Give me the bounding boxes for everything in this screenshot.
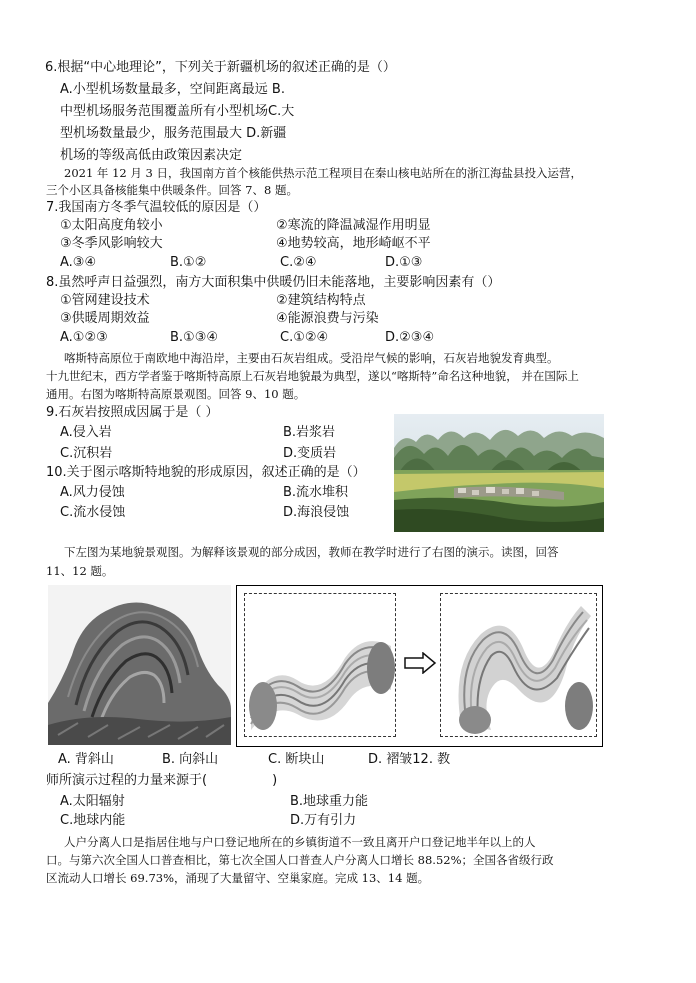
q6-stem: 6.根据“中心地理论”，下列关于新疆机场的叙述正确的是（） xyxy=(45,60,396,75)
q10-option-a: A.风力侵蚀 xyxy=(60,485,125,500)
q7-statement-2: ②寒流的降温减湿作用明显 xyxy=(276,218,431,233)
passage1-line-2: 三个小区具备核能集中供暖条件。回答 7、8 题。 xyxy=(46,183,298,197)
q8-option-d: D.②③④ xyxy=(385,330,435,345)
passage2-line-2: 十九世纪末，西方学者鉴于喀斯特高原上石灰岩地貌最为典型，遂以“喀斯特”命名这种地貌， 并在国际上 xyxy=(46,369,579,383)
q9-option-c: C.沉积岩 xyxy=(60,446,113,461)
q10-stem: 10.关于图示喀斯特地貌的形成原因，叙述正确的是（） xyxy=(46,465,366,480)
q7-option-a: A.③④ xyxy=(60,255,97,270)
q12-option-b: B.地球重力能 xyxy=(290,794,369,809)
passage4-line-2: 口。与第六次全国人口普查相比，第七次全国人口普查人户分离人口增长 88.52%；全国各省级行政 xyxy=(46,853,554,867)
passage2-line-1: 喀斯特高原位于南欧地中海沿岸，主要由石灰岩组成。受沿岸气候的影响，石灰岩地貌发育典型。 xyxy=(64,351,559,365)
q11-option-c: C. 断块山 xyxy=(268,752,325,767)
karst-landscape-photo xyxy=(394,414,604,532)
passage1-line-1: 2021 年 12 月 3 日，我国南方首个核能供热示范工程项目在秦山核电站所在的浙江海盐县投入运营， xyxy=(64,166,582,180)
q6-line-4: 机场的等级高低由政策因素决定 xyxy=(60,148,243,163)
q7-option-d: D.①③ xyxy=(385,255,423,270)
q9-option-b: B.岩浆岩 xyxy=(283,425,336,440)
rock-landform-photo xyxy=(48,585,231,745)
q8-option-b: B.①③④ xyxy=(170,330,219,345)
q8-statement-3: ③供暖周期效益 xyxy=(60,311,150,326)
passage3-line-2: 11、12 题。 xyxy=(46,564,114,578)
q12-stem: 师所演示过程的力量来源于( ) xyxy=(46,773,278,788)
q6-line-2: 中型机场服务范围覆盖所有小型机场C.大 xyxy=(60,104,295,119)
q7-statement-1: ①太阳高度角较小 xyxy=(60,218,163,233)
q10-option-b: B.流水堆积 xyxy=(283,485,349,500)
q6-line-3: 型机场数量最少，服务范围最大 D.新疆 xyxy=(60,126,287,141)
passage4-line-3: 区流动人口增长 69.73%，涌现了大量留守、空巢家庭。完成 13、14 题。 xyxy=(46,871,430,885)
demo-panel-after xyxy=(440,593,597,737)
q8-stem: 8.虽然呼声日益强烈，南方大面积集中供暖仍旧未能落地，主要影响因素有（） xyxy=(46,275,501,290)
q7-option-b: B.①② xyxy=(170,255,207,270)
q6-line-1: A.小型机场数量最多，空间距离最远 B. xyxy=(60,82,285,97)
passage4-line-1: 人户分离人口是指居住地与户口登记地所在的乡镇街道不一致且离开户口登记地半年以上的人 xyxy=(64,835,536,849)
q8-statement-4: ④能源浪费与污染 xyxy=(276,311,379,326)
q7-statement-3: ③冬季风影响较大 xyxy=(60,236,163,251)
q11-option-d: D. 褶皱12. 教 xyxy=(368,752,451,767)
q7-statement-4: ④地势较高，地形崎岖不平 xyxy=(276,236,431,251)
q10-option-c: C.流水侵蚀 xyxy=(60,505,126,520)
q10-option-d: D.海浪侵蚀 xyxy=(283,505,350,520)
q11-option-a: A. 背斜山 xyxy=(58,752,114,767)
q8-statement-2: ②建筑结构特点 xyxy=(276,293,366,308)
q12-option-d: D.万有引力 xyxy=(290,813,357,828)
q7-stem: 7.我国南方冬季气温较低的原因是（） xyxy=(46,200,267,215)
demo-panel-before xyxy=(244,593,396,737)
q9-option-d: D.变质岩 xyxy=(283,446,337,461)
passage3-line-1: 下左图为某地貌景观图。为解释该景观的部分成因，教师在教学时进行了右图的演示。读图，回答 xyxy=(64,545,559,559)
right-arrow-icon xyxy=(403,652,437,674)
passage2-line-3: 通用。右图为喀斯特高原景观图。回答 9、10 题。 xyxy=(46,387,306,401)
q9-option-a: A.侵入岩 xyxy=(60,425,112,440)
q11-option-b: B. 向斜山 xyxy=(162,752,219,767)
q8-option-c: C.①②④ xyxy=(280,330,329,345)
q8-option-a: A.①②③ xyxy=(60,330,108,345)
q7-option-c: C.②④ xyxy=(280,255,317,270)
q12-option-a: A.太阳辐射 xyxy=(60,794,125,809)
fold-demonstration-figure xyxy=(236,585,603,747)
q12-option-c: C.地球内能 xyxy=(60,813,126,828)
q8-statement-1: ①管网建设技术 xyxy=(60,293,150,308)
q9-stem: 9.石灰岩按照成因属于是（ ） xyxy=(46,405,219,420)
